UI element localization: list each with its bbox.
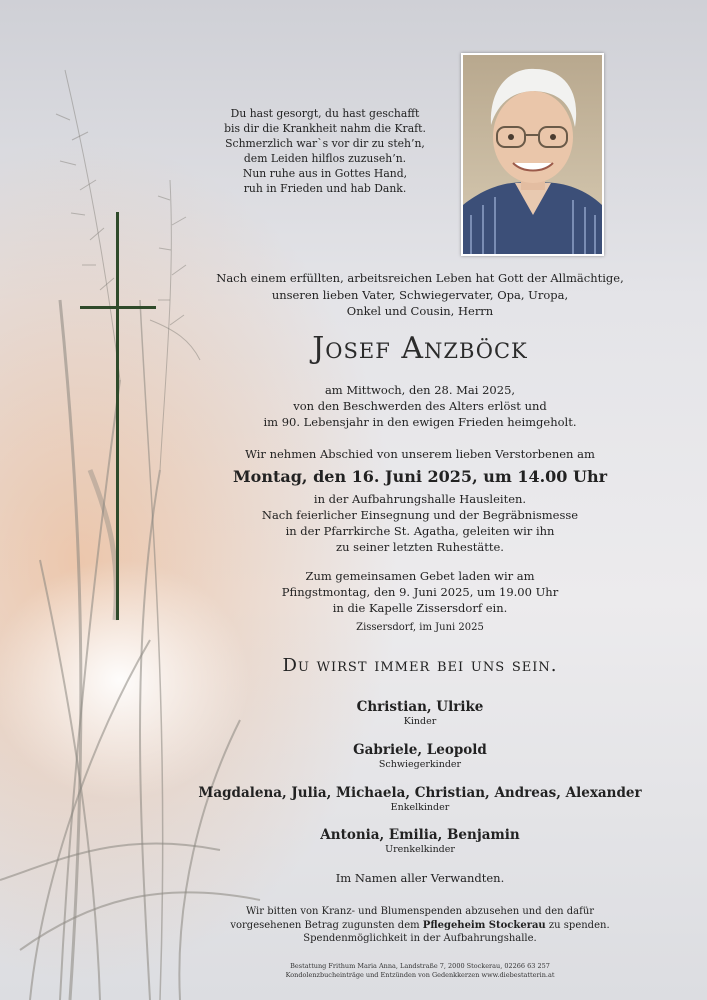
place-date: Zissersdorf, im Juni 2025 bbox=[356, 622, 484, 633]
death-line: von den Beschwerden des Alters erlöst und bbox=[293, 399, 547, 413]
closing-text: Im Namen aller Verwandten. bbox=[335, 871, 505, 885]
footer bbox=[160, 962, 680, 980]
portrait-photo bbox=[461, 53, 604, 256]
poem-line: Schmerzlich war`s vor dir zu steh’n, bbox=[225, 137, 425, 150]
donation-note bbox=[160, 905, 680, 946]
footer-line: Kondolenzbucheinträge und Entzünden von Gedenkkerzen www.diebestatterin.at bbox=[285, 971, 555, 979]
funeral-date: Montag, den 16. Juni 2025, um 14.00 Uhr bbox=[232, 467, 608, 486]
family-group bbox=[130, 827, 707, 855]
ceremony-line: zu seiner letzten Ruhestätte. bbox=[336, 540, 504, 554]
motto: Du wirst immer bei uns sein. bbox=[282, 655, 558, 676]
donation-line: Wir bitten von Kranz- und Blumenspenden abzusehen und den dafür bbox=[245, 906, 595, 917]
poem-line: dem Leiden hilflos zuzuseh’n. bbox=[243, 152, 407, 165]
intro-line: Nach einem erfüllten, arbeitsreichen Leben hat Gott der Allmächtige, bbox=[216, 271, 624, 285]
cross-vertical bbox=[116, 212, 119, 620]
family-relation: Urenkelkinder bbox=[385, 844, 455, 855]
prayer-line: in die Kapelle Zissersdorf ein. bbox=[332, 601, 508, 615]
donation-line: Spendenmöglichkeit in der Aufbahrungshalle. bbox=[303, 933, 537, 944]
donation-text: zu spenden. bbox=[548, 919, 610, 931]
death-line: am Mittwoch, den 28. Mai 2025, bbox=[324, 383, 516, 397]
family-names: Magdalena, Julia, Michaela, Christian, Andreas, Alexander bbox=[198, 785, 642, 801]
intro-line: unseren lieben Vater, Schwiegervater, Opa, Uropa, bbox=[271, 287, 569, 302]
death-info bbox=[160, 382, 680, 430]
family-group bbox=[130, 742, 707, 770]
donation-line bbox=[160, 919, 680, 933]
farewell-text: Wir nehmen Abschied von unserem lieben Verstorbenen am bbox=[245, 447, 595, 461]
ceremony-line: in der Pfarrkirche St. Agatha, geleiten wir ihn bbox=[285, 524, 555, 538]
cross-horizontal bbox=[80, 306, 156, 309]
footer-line: Bestattung Frithum Maria Anna, Landstraße 7, 2000 Stockerau, 02266 63 257 bbox=[290, 962, 550, 970]
poem-line: ruh in Frieden und hab Dank. bbox=[243, 182, 407, 195]
prayer-line: Zum gemeinsamen Gebet laden wir am bbox=[305, 569, 535, 583]
family-names: Gabriele, Leopold bbox=[353, 742, 487, 758]
intro-line: Onkel und Cousin, Herrn bbox=[346, 304, 494, 318]
ceremony-info bbox=[160, 491, 680, 555]
poem bbox=[200, 106, 450, 196]
poem-line: Du hast gesorgt, du hast geschafft bbox=[230, 107, 420, 120]
prayer-info bbox=[160, 568, 680, 616]
family-relation: Schwiegerkinder bbox=[378, 759, 462, 770]
family-group bbox=[130, 699, 707, 727]
donation-beneficiary: Pflegeheim Stockerau bbox=[422, 919, 546, 931]
donation-text: vorgesehenen Betrag zugunsten dem bbox=[230, 919, 420, 931]
prayer-line: Pfingstmontag, den 9. Juni 2025, um 19.00 Uhr bbox=[281, 585, 559, 599]
ceremony-line: in der Aufbahrungshalle Hausleiten. bbox=[313, 492, 527, 506]
poem-line: Nun ruhe aus in Gottes Hand, bbox=[242, 167, 408, 180]
family-group bbox=[130, 785, 707, 813]
death-line: im 90. Lebensjahr in den ewigen Frieden heimgeholt. bbox=[263, 415, 577, 429]
intro-text bbox=[160, 270, 680, 320]
family-relation: Kinder bbox=[403, 716, 437, 727]
poem-line: bis dir die Krankheit nahm die Kraft. bbox=[224, 122, 426, 135]
ceremony-line: Nach feierlicher Einsegnung und der Begräbnismesse bbox=[261, 508, 579, 522]
deceased-name: Josef Anzböck bbox=[312, 331, 528, 366]
family-names: Christian, Ulrike bbox=[356, 699, 484, 715]
family-names: Antonia, Emilia, Benjamin bbox=[320, 827, 520, 843]
family-relation: Enkelkinder bbox=[390, 802, 450, 813]
